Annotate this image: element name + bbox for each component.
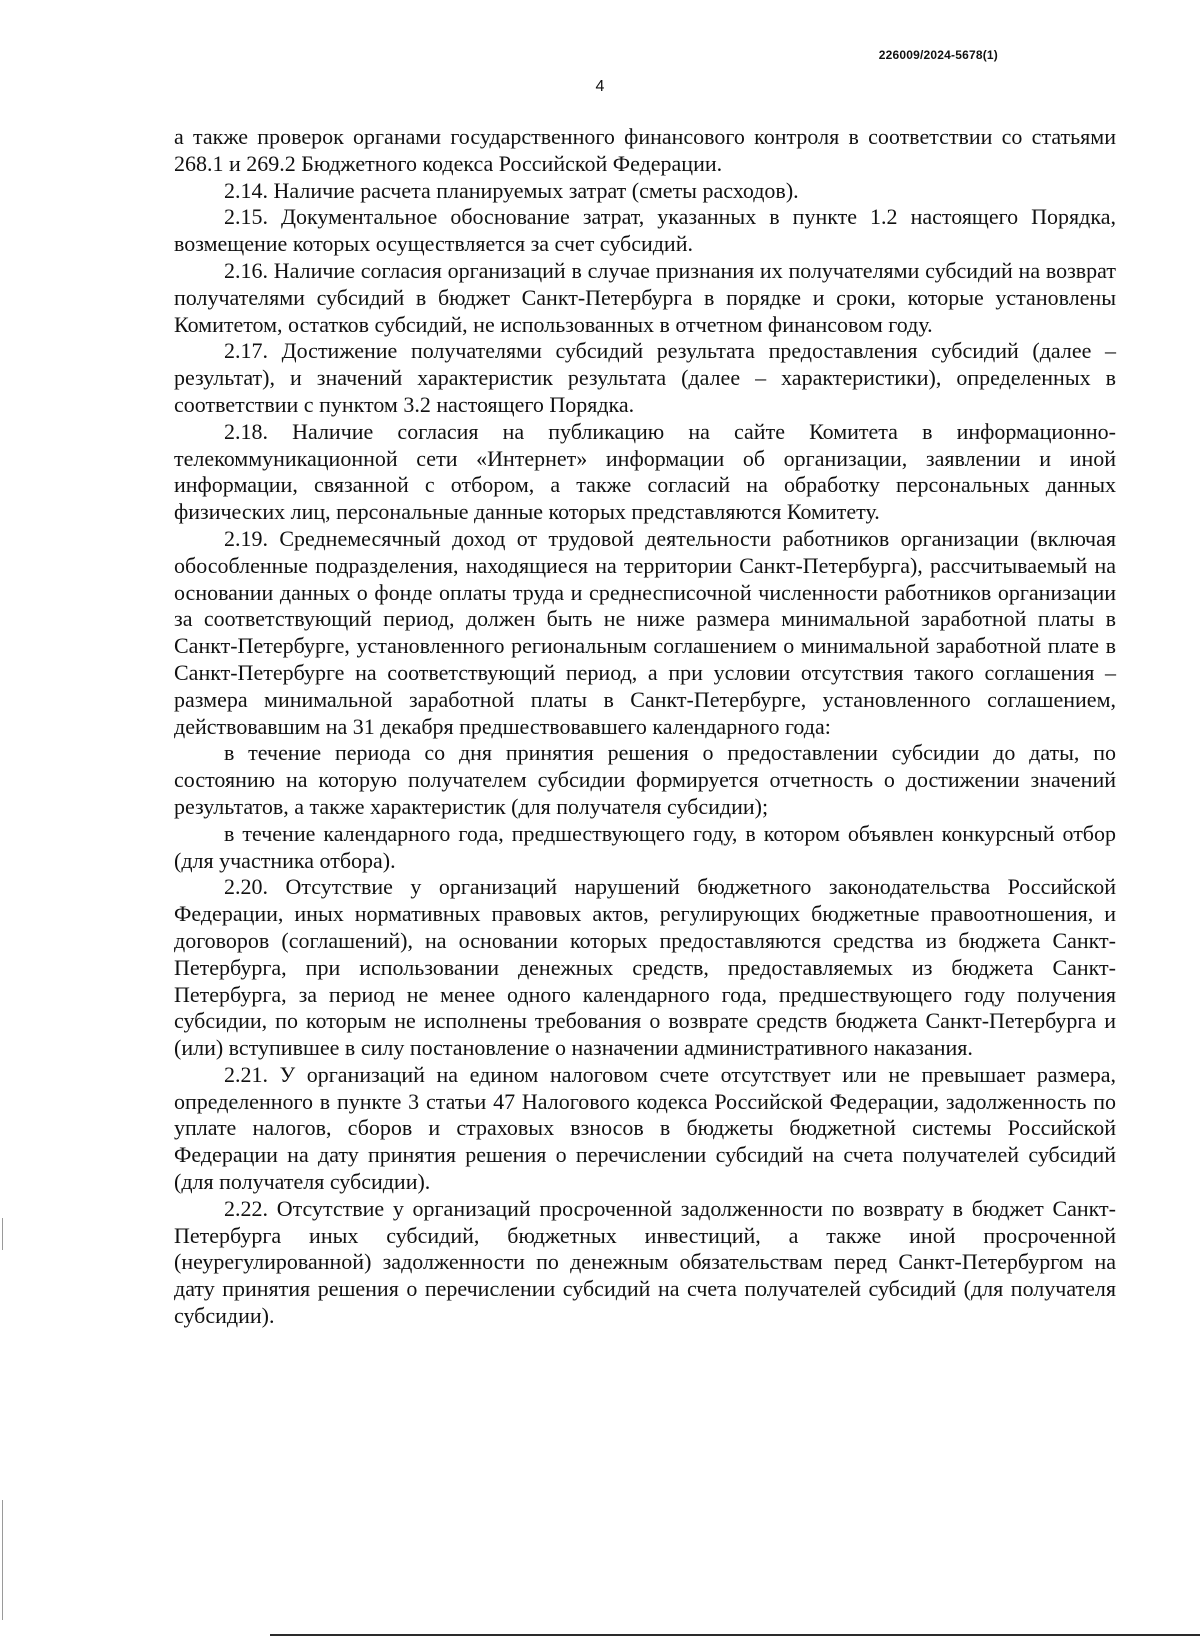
scan-edge-mark xyxy=(2,1500,3,1620)
paragraph-2-17: 2.17. Достижение получателями субсидий результата предоставления субсидий (далее – результат), и значений характеристик результата (далее – характеристики), определенных в соответствии с пунктом 3.2 настоящего Порядка. xyxy=(174,338,1116,417)
paragraph-2-21: 2.21. У организаций на едином налоговом счете отсутствует или не превышает размера, определенного в пункте 3 статьи 47 Налогового кодекса Российской Федерации, задолженность по уплате налогов, сборов и страховых взносов в бюджеты бюджетной системы Российской Федерации на дату принятия решения о перечислении субсидий на счета получателей субсидий (для получателя субсидии). xyxy=(174,1061,1116,1195)
page-number: 4 xyxy=(595,78,605,95)
scan-bottom-border-line xyxy=(270,1634,1200,1636)
paragraph-2-18: 2.18. Наличие согласия на публикацию на сайте Комитета в информационно-телекоммуникационной сети «Интернет» информации об организации, заявлении и иной информации, связанной с отбором, а также согласий на обработку персональных данных физических лиц, персональные данные которых представляются Комитету. xyxy=(174,418,1116,525)
paragraph-continuation: а также проверок органами государственного финансового контроля в соответствии со статьями 268.1 и 269.2 Бюджетного кодекса Российской Федерации. xyxy=(174,124,1116,176)
paragraph-2-20: 2.20. Отсутствие у организаций нарушений бюджетного законодательства Российской Федерации, иных нормативных правовых актов, регулирующих бюджетные правоотношения, и договоров (соглашений), на основании которых предоставляются средства из бюджета Санкт-Петербурга, при использовании денежных средств, предоставляемых из бюджета Санкт-Петербурга, за период не менее одного календарного года, предшествующего году получения субсидии, по которым не исполнены требования о возврате средств бюджета Санкт-Петербурга и (или) вступившее в силу постановление о назначении административного наказания. xyxy=(174,874,1116,1061)
paragraph-2-22: 2.22. Отсутствие у организаций просроченной задолженности по возврату в бюджет Санкт-Петербурга иных субсидий, бюджетных инвестиций, а также иной просроченной (неурегулированной) задолженности по денежным обязательствам перед Санкт-Петербургом на дату принятия решения о перечислении субсидий на счета получателей субсидий (для получателя субсидии). xyxy=(174,1195,1116,1329)
paragraph-2-15: 2.15. Документальное обоснование затрат, указанных в пункте 1.2 настоящего Порядка, возмещение которых осуществляется за счет субсидий. xyxy=(174,204,1116,257)
paragraph-2-16: 2.16. Наличие согласия организаций в случае признания их получателями субсидий на возврат получателями субсидий в бюджет Санкт-Петербурга в порядке и сроки, которые установлены Комитетом, остатков субсидий, не использованных в отчетном финансовом году. xyxy=(174,257,1116,337)
paragraph-2-19: 2.19. Среднемесячный доход от трудовой деятельности работников организации (включая обособленные подразделения, находящиеся на территории Санкт-Петербурга), рассчитываемый на основании данных о фонде оплаты труда и среднесписочной численности работников организации за соответствующий период, должен быть не ниже размера минимальной заработной платы в Санкт-Петербурге, установленного региональным соглашением о минимальной заработной плате в Санкт-Петербурге на соответствующий период, а при условии отсутствия такого соглашения – размера минимальной заработной платы в Санкт-Петербурге, установленного соглашением, действовавшим на 31 декабря предшествовавшего календарного года: xyxy=(174,525,1116,739)
paragraph-2-14: 2.14. Наличие расчета планируемых затрат (сметы расходов). xyxy=(224,177,799,203)
paragraph-2-19-period-item: в течение периода со дня принятия решения о предоставлении субсидии до даты, по состоянию на которую получателем субсидии формируется отчетность о достижении значений результатов, а также характеристик (для получателя субсидии); xyxy=(174,740,1116,819)
paragraph-2-19-year-item: в течение календарного года, предшествующего году, в котором объявлен конкурсный отбор (для участника отбора). xyxy=(174,820,1116,873)
scan-edge-mark xyxy=(2,1218,3,1250)
document-registration-number: 226009/2024-5678(1) xyxy=(878,48,998,62)
document-body xyxy=(174,124,1116,1330)
